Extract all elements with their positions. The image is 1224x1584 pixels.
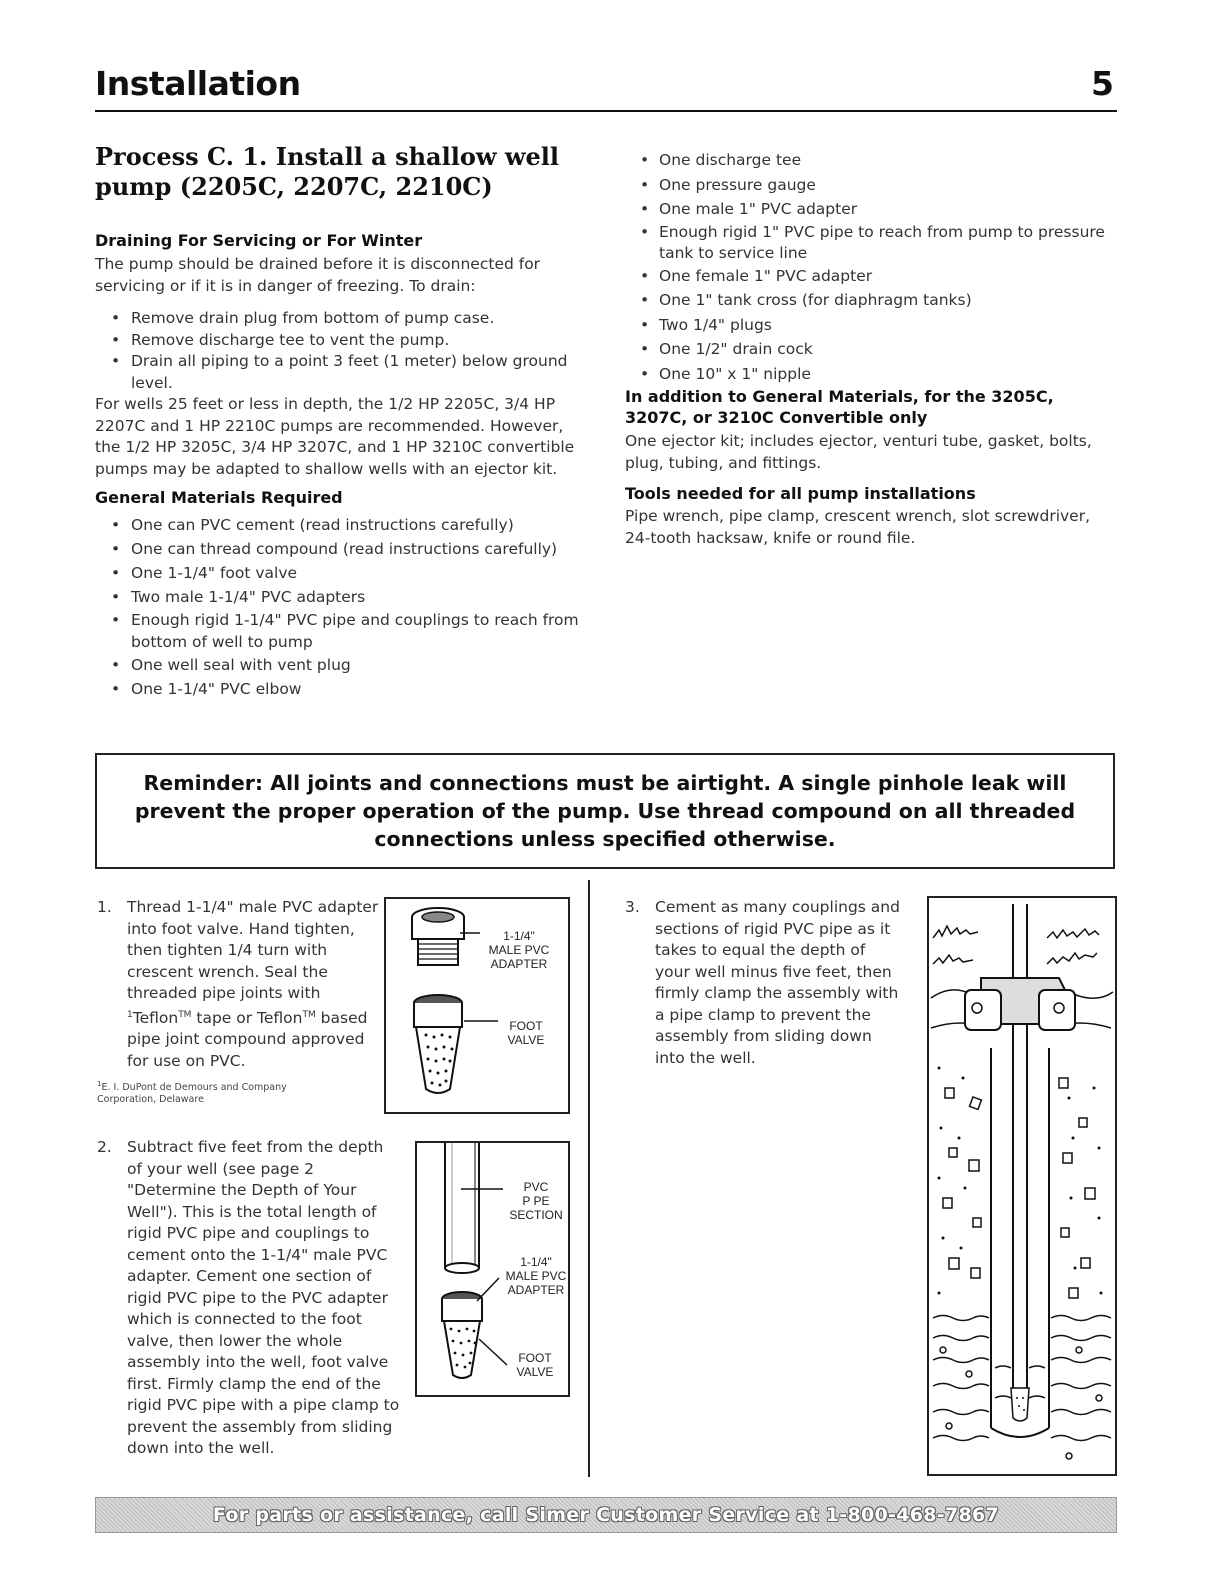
step-3 xyxy=(625,897,905,1069)
draining-intro: The pump should be drained before it is disconnected for servicing or if it is in danger of freezing. To drain: xyxy=(95,255,541,295)
left-column xyxy=(95,142,590,701)
foot-valve-label: FOOT VALVE xyxy=(516,1351,554,1379)
page-title: Installation xyxy=(95,64,301,103)
step-number: 1. xyxy=(97,898,112,916)
tools-heading: Tools needed for all pump installations xyxy=(625,484,976,503)
right-column xyxy=(625,148,1117,549)
adapter-label: 1-1/4" MALE PVC ADAPTER xyxy=(505,1255,567,1297)
step-1 xyxy=(97,897,382,1072)
section-title: Process C. 1. Install a shallow well pump (2205C, 2207C, 2210C) xyxy=(95,142,560,201)
footnote-marker: 1 xyxy=(127,1009,133,1020)
step-text: Cement as many couplings and sections of rigid PVC pipe as it takes to equal the depth of your well minus five feet, then firmly clamp the assembly with a pipe clamp to prevent the assembly from sliding down into the well. xyxy=(655,898,900,1067)
foot-valve-label: FOOT VALVE xyxy=(507,1019,545,1047)
reminder-box: Reminder: All joints and connections must be airtight. A single pinhole leak will prevent the proper operation of the pump. Use thread compound on all threaded connections unless specified otherwise. xyxy=(95,753,1115,869)
step-number: 2. xyxy=(97,1138,112,1156)
step-text: Thread 1-1/4" male PVC adapter into foot valve. Hand tighten, then tighten 1/4 turn with crescent wrench. Seal the threaded pipe joints with xyxy=(127,898,379,1002)
draining-heading: Draining For Servicing or For Winter xyxy=(95,231,423,250)
footer-banner xyxy=(95,1497,1117,1533)
header-divider xyxy=(95,110,1117,112)
list-item: • One well seal with vent plug xyxy=(95,653,590,677)
step-number: 3. xyxy=(625,898,640,916)
list-item: • Drain all piping to a point 3 feet (1 meter) below ground level. xyxy=(95,351,590,394)
list-item: • One male 1" PVC adapter xyxy=(625,197,1117,222)
pipe-section-label: PVC P PE SECTION xyxy=(509,1180,563,1222)
list-item: • One 10" x 1" nipple xyxy=(625,362,1117,387)
list-item: • Two male 1-1/4" PVC adapters xyxy=(95,585,590,609)
footnote-number: 1 xyxy=(97,1080,102,1088)
figure-adapter-foot-valve xyxy=(384,897,570,1114)
well-cross-section-illustration xyxy=(929,898,1115,1474)
list-item: • One pressure gauge xyxy=(625,173,1117,198)
list-item: • One discharge tee xyxy=(625,148,1117,173)
list-item: • Remove discharge tee to vent the pump. xyxy=(95,330,590,352)
list-item: • One can thread compound (read instructions carefully) xyxy=(95,537,590,561)
adapter-label: 1-1/4" MALE PVC ADAPTER xyxy=(488,929,550,971)
tools-text: Pipe wrench, pipe clamp, crescent wrench, slot screwdriver, 24-tooth hacksaw, knife or round file. xyxy=(625,507,1091,547)
list-item: • Enough rigid 1-1/4" PVC pipe and couplings to reach from bottom of well to pump xyxy=(95,609,590,653)
trademark-mark: TM xyxy=(178,1009,192,1020)
list-item: • Remove drain plug from bottom of pump case. xyxy=(95,308,590,330)
step-text: based pipe joint compound approved for use on PVC. xyxy=(127,1008,368,1070)
list-item: • One 1/2" drain cock xyxy=(625,337,1117,362)
list-item: • Enough rigid 1" PVC pipe to reach from pump to pressure tank to service line xyxy=(625,222,1117,264)
list-item: • One 1" tank cross (for diaphragm tanks) xyxy=(625,288,1117,313)
column-divider xyxy=(588,880,590,1477)
list-item: • One 1-1/4" foot valve xyxy=(95,561,590,585)
list-item: • One can PVC cement (read instructions carefully) xyxy=(95,513,590,537)
footer-text: For parts or assistance, call Simer Customer Service at 1-800-468-7867 xyxy=(212,1504,1000,1526)
materials-continued-list xyxy=(625,148,1117,386)
footnote xyxy=(97,1078,327,1106)
step-2 xyxy=(97,1137,402,1460)
convertible-text: One ejector kit; includes ejector, venturi tube, gasket, bolts, plug, tubing, and fittings. xyxy=(625,432,1092,472)
materials-list xyxy=(95,513,590,701)
trademark-mark: TM xyxy=(302,1009,316,1020)
figure-pipe-assembly xyxy=(415,1141,570,1397)
step-text: tape or Teflon xyxy=(191,1008,303,1027)
list-item: • Two 1/4" plugs xyxy=(625,313,1117,338)
draining-steps-list xyxy=(95,308,590,394)
page-number: 5 xyxy=(1091,64,1114,103)
footnote-text: E. I. DuPont de Demours and Company Corporation, Delaware xyxy=(97,1082,287,1106)
convertible-heading: In addition to General Materials, for the 3205C, 3207C, or 3210C Convertible only xyxy=(625,387,1054,427)
materials-heading: General Materials Required xyxy=(95,488,343,507)
teflon-word: Teflon xyxy=(132,1008,179,1027)
list-item: • One female 1" PVC adapter xyxy=(625,264,1117,289)
figure-well-cross-section xyxy=(927,896,1117,1476)
list-item: • One 1-1/4" PVC elbow xyxy=(95,677,590,701)
step-text: Subtract five feet from the depth of your well (see page 2 "Determine the Depth of Your Well"). This is the total length of rigid PVC pipe and couplings to cement onto the 1-1/4" male PVC adapter. Cement one section of rigid PVC pipe to the PVC adapter which is connected to the foot valve, then lower the whole assembly into the well, foot valve first. Firmly clamp the end of the rigid PVC pipe with a pipe clamp to prevent the assembly from sliding down into the well. xyxy=(127,1138,400,1457)
wells-note: For wells 25 feet or less in depth, the 1/2 HP 2205C, 3/4 HP 2207C and 1 HP 2210C pumps are recommended. However, the 1/2 HP 3205C, 3/4 HP 3207C, and 1 HP 3210C convertible pumps may be adapted to shallow wells with an ejector kit. xyxy=(95,395,575,478)
